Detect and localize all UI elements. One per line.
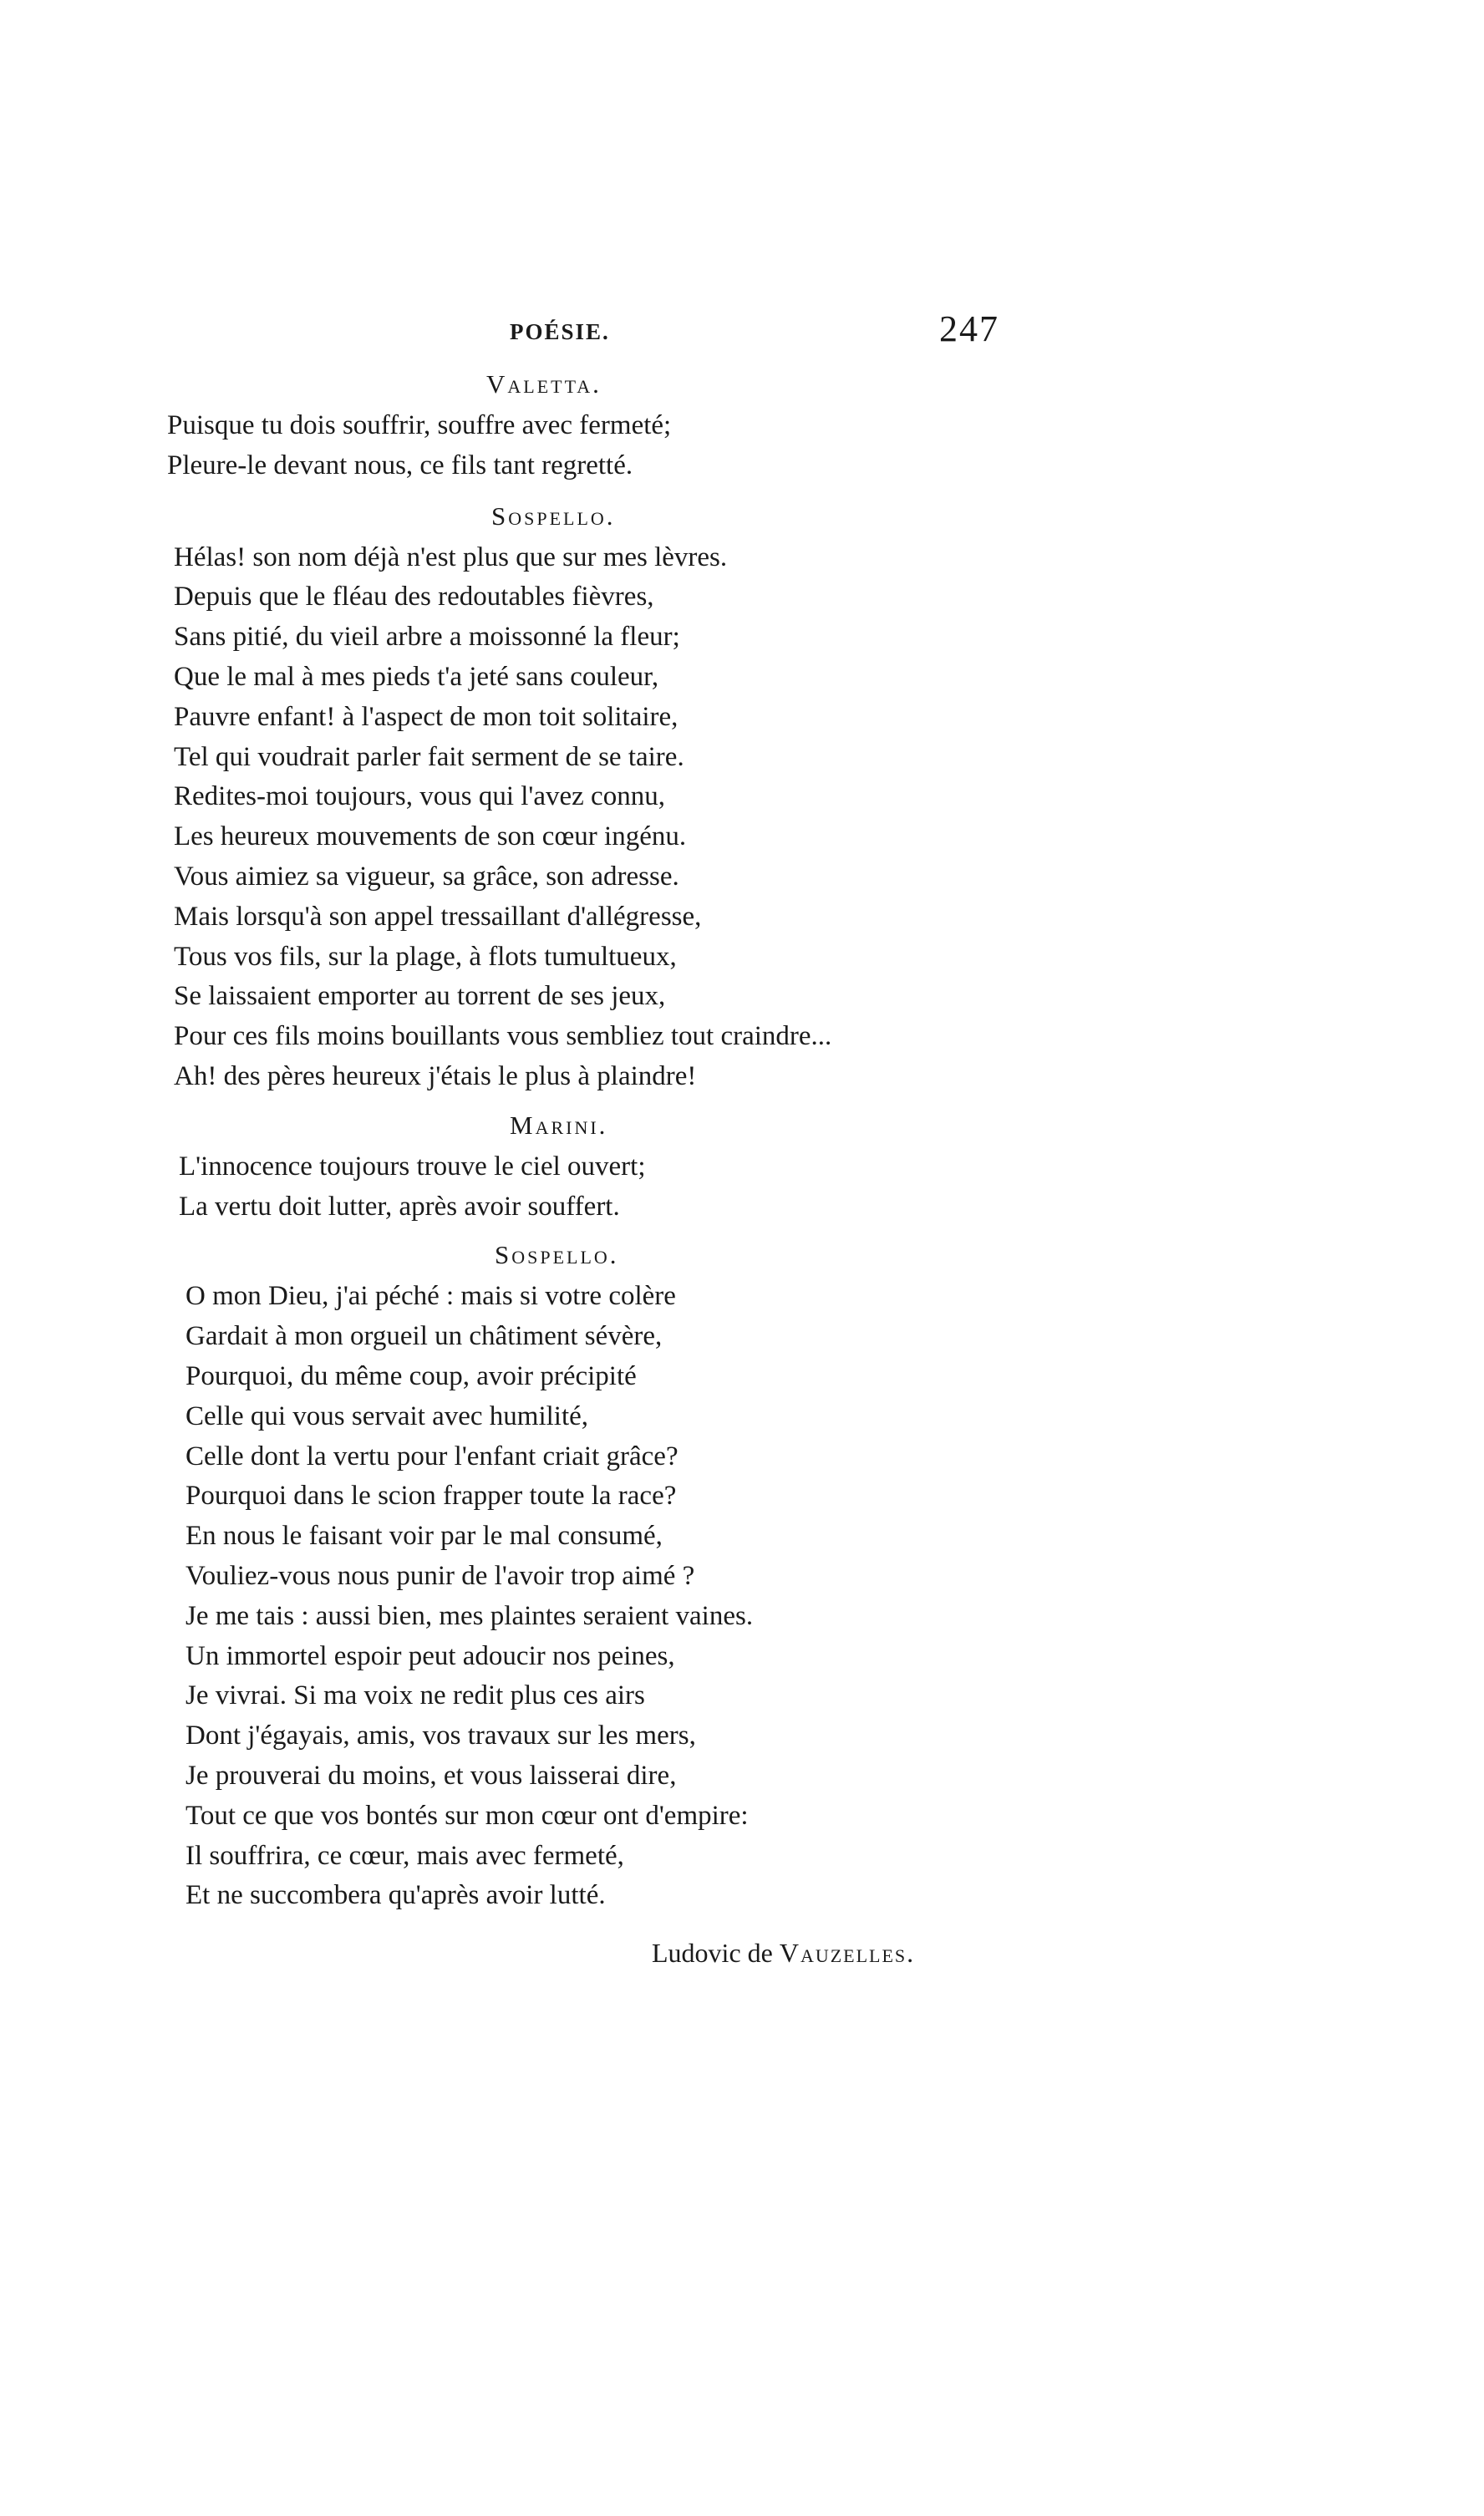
verse-line: Mais lorsqu'à son appel tressaillant d'allégresse, xyxy=(174,901,702,932)
speaker-name: Marini. xyxy=(510,1110,608,1140)
verse-line: Les heureux mouvements de son cœur ingénu. xyxy=(174,821,687,852)
verse-line: Redites-moi toujours, vous qui l'avez connu, xyxy=(174,781,665,812)
verse-line: Pourquoi, du même coup, avoir précipité xyxy=(186,1360,637,1391)
verse-line: Et ne succombera qu'après avoir lutté. xyxy=(186,1880,606,1911)
verse-line: Tout ce que vos bontés sur mon cœur ont d'empire: xyxy=(186,1800,749,1831)
verse-line: Pourquoi dans le scion frapper toute la race? xyxy=(186,1481,677,1512)
verse-line: Depuis que le fléau des redoutables fièvres, xyxy=(174,582,654,612)
speaker-name: Valetta. xyxy=(486,369,602,399)
verse-line: O mon Dieu, j'ai péché : mais si votre colère xyxy=(186,1281,676,1312)
verse-lines xyxy=(0,1147,1484,1228)
verse-line: Hélas! son nom déjà n'est plus que sur mes lèvres. xyxy=(174,541,728,572)
verse-line: Vouliez-vous nous punir de l'avoir trop aimé ? xyxy=(186,1560,695,1591)
running-head: POÉSIE. xyxy=(510,319,610,344)
author-signature xyxy=(652,1938,915,1969)
stanza-marini xyxy=(0,1104,1484,1228)
verse-line: Pleure-le devant nous, ce fils tant regretté. xyxy=(167,450,633,480)
page-header xyxy=(0,308,1484,358)
verse-lines xyxy=(0,538,1484,1097)
verse-line: L'innocence toujours trouve le ciel ouvert; xyxy=(179,1151,646,1182)
verse-line: Vous aimiez sa vigueur, sa grâce, son adresse. xyxy=(174,861,679,892)
verse-line: Gardait à mon orgueil un châtiment sévère, xyxy=(186,1321,663,1352)
stanza-valetta xyxy=(0,363,1484,486)
verse-line: Que le mal à mes pieds t'a jeté sans couleur, xyxy=(174,661,659,692)
author-given-name: Ludovic de xyxy=(652,1938,773,1968)
speaker-name: Sospello. xyxy=(495,1240,619,1270)
verse-line: Puisque tu dois souffrir, souffre avec fermeté; xyxy=(167,410,672,440)
verse-line: Celle qui vous servait avec humilité, xyxy=(186,1400,589,1431)
poem xyxy=(0,363,1484,1916)
verse-line: Sans pitié, du vieil arbre a moissonné la fleur; xyxy=(174,622,680,653)
verse-line: Tous vos fils, sur la plage, à flots tumultueux, xyxy=(174,941,677,972)
stanza-sospello-second xyxy=(0,1233,1484,1916)
verse-line: Celle dont la vertu pour l'enfant criait grâce? xyxy=(186,1441,678,1471)
verse-line: La vertu doit lutter, après avoir souffert. xyxy=(179,1191,620,1222)
verse-lines xyxy=(0,406,1484,486)
verse-lines xyxy=(0,1277,1484,1916)
verse-line: Ah! des pères heureux j'étais le plus à plaindre! xyxy=(174,1060,697,1091)
verse-line: Je prouverai du moins, et vous laisserai dire, xyxy=(186,1760,677,1791)
page-number: 247 xyxy=(939,308,999,349)
verse-line: Il souffrira, ce cœur, mais avec fermeté, xyxy=(186,1840,624,1871)
verse-line: Tel qui voudrait parler fait serment de se taire. xyxy=(174,741,684,772)
verse-line: Dont j'égayais, amis, vos travaux sur les mers, xyxy=(186,1721,696,1751)
verse-line: Je me tais : aussi bien, mes plaintes seraient vaines. xyxy=(186,1600,754,1631)
verse-line: Je vivrai. Si ma voix ne redit plus ces airs xyxy=(186,1680,645,1711)
verse-line: Pauvre enfant! à l'aspect de mon toit solitaire, xyxy=(174,701,678,732)
stanza-sospello-first xyxy=(0,495,1484,1097)
verse-line: Pour ces fils moins bouillants vous sembliez tout craindre... xyxy=(174,1021,832,1052)
author-surname: Vauzelles. xyxy=(779,1938,916,1968)
verse-line: Se laissaient emporter au torrent de ses jeux, xyxy=(174,981,666,1012)
verse-line: Un immortel espoir peut adoucir nos peines, xyxy=(186,1640,675,1671)
verse-line: En nous le faisant voir par le mal consumé, xyxy=(186,1521,663,1552)
speaker-name: Sospello. xyxy=(491,501,616,531)
